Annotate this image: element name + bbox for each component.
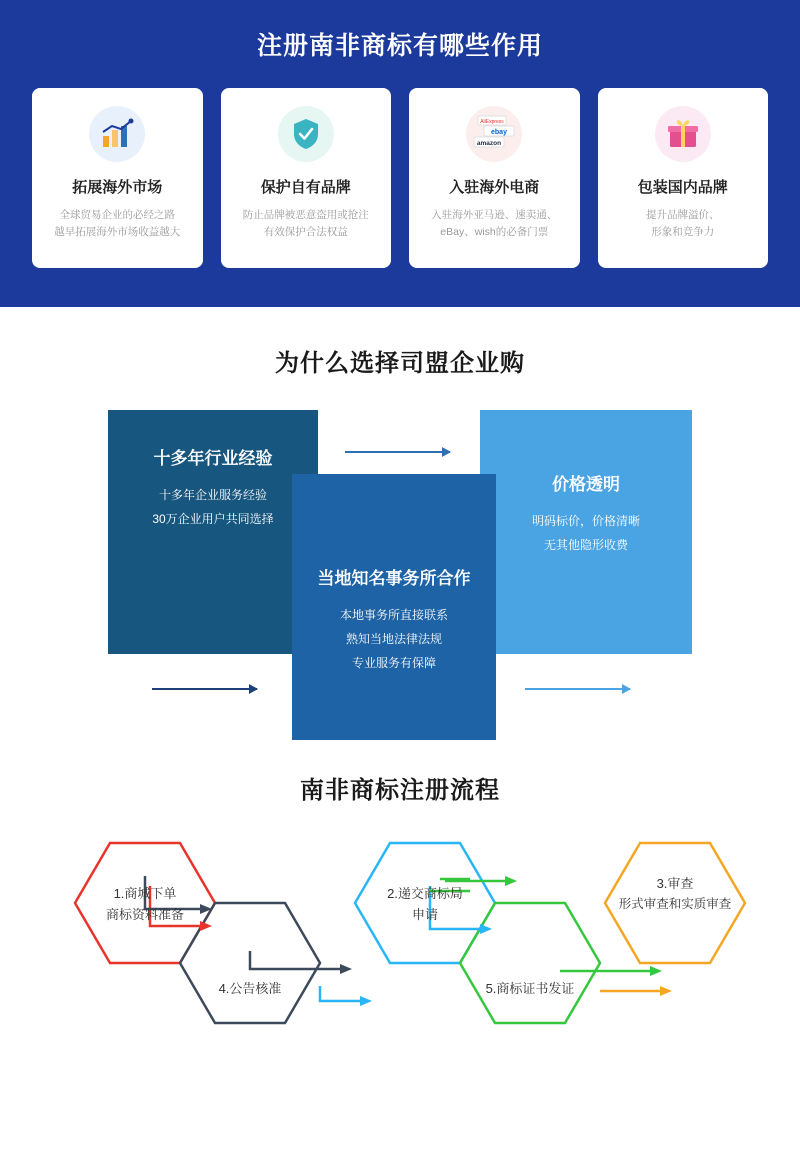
desc-line: eBay、wish的必备门票 [440,226,549,238]
flow-label-line: 1.商城下单 [113,886,177,901]
benefit-card-row [32,88,768,268]
benefit-card-2-title: 保护自有品牌 [260,179,351,196]
why-choose-diagram [0,410,800,770]
gift-box-icon [655,106,711,162]
desc-line: 全球贸易企业的必经之路 [59,209,175,221]
chart-growth-icon [89,106,145,162]
why-box-3-line: 明码标价，价格清晰 [531,514,640,528]
benefit-card-2[interactable] [221,88,392,268]
benefit-card-4-title: 包装国内品牌 [637,179,728,196]
flow-label-3 [600,873,750,915]
benefit-card-4[interactable] [598,88,769,268]
benefit-card-3[interactable] [409,88,580,268]
svg-text:ebay: ebay [491,129,508,136]
why-box-local-firm [292,474,496,740]
why-box-2-heading: 当地知名事务所合作 [317,569,471,588]
benefit-card-2-desc [243,207,369,241]
benefit-card-1-desc [54,207,180,241]
ecommerce-logos-icon [466,106,522,162]
svg-text:AliExpress: AliExpress [480,119,505,125]
desc-line: 越早拓展海外市场收益越大 [54,226,181,238]
why-box-experience [108,410,318,654]
flow-label-5 [455,978,605,999]
desc-line: 提升品牌溢价、 [646,209,720,221]
why-box-1-line: 30万企业用户共同选择 [152,512,274,526]
desc-line: 入驻海外亚马逊、速卖通、 [431,209,558,221]
benefit-card-4-desc [646,207,720,241]
flow-label-line: 商标资料准备 [105,907,184,922]
hero-section [0,0,800,307]
why-box-2-line: 熟知当地法律法规 [345,632,442,646]
why-choose-section [0,307,800,762]
flow-label-line: 2.递交商标局 [387,886,463,901]
flow-label-line: 4.公告核准 [218,981,282,996]
arrow-top [345,451,450,453]
benefit-card-3-title: 入驻海外电商 [449,179,540,196]
desc-line: 防止品牌被恶意盗用或抢注 [242,209,369,221]
benefit-card-3-desc [431,207,557,241]
flow-section [0,762,800,1131]
why-box-2-line: 专业服务有保障 [351,656,436,670]
benefit-card-1-title: 拓展海外市场 [72,179,163,196]
desc-line: 有效保护合法权益 [263,226,348,238]
why-box-1-heading: 十多年行业经验 [153,449,273,468]
hero-title: 注册南非商标有哪些作用 [256,32,543,60]
arrow-bottom-right [525,688,630,690]
flow-diagram [0,831,800,1131]
benefit-card-1[interactable] [32,88,203,268]
shield-check-icon [278,106,334,162]
flow-label-1 [70,883,220,925]
flow-label-line: 3.审查 [656,876,694,891]
desc-line: 形象和竞争力 [651,226,715,238]
flow-label-line: 申请 [411,907,438,922]
flow-label-4 [175,978,325,999]
why-box-3-heading: 价格透明 [552,475,620,494]
flow-label-2 [350,883,500,925]
why-box-3-line: 无其他隐形收费 [543,538,628,552]
flow-label-line: 5.商标证书发证 [485,981,575,996]
flow-label-line: 形式审查和实质审查 [618,897,732,911]
flow-title: 南非商标注册流程 [300,777,500,804]
why-box-price [480,410,692,654]
why-choose-title: 为什么选择司盟企业购 [275,350,525,377]
svg-text:amazon: amazon [477,140,502,147]
arrow-bottom-left [152,688,257,690]
why-box-2-line: 本地事务所直接联系 [339,608,448,622]
why-box-1-line: 十多年企业服务经验 [158,488,267,502]
